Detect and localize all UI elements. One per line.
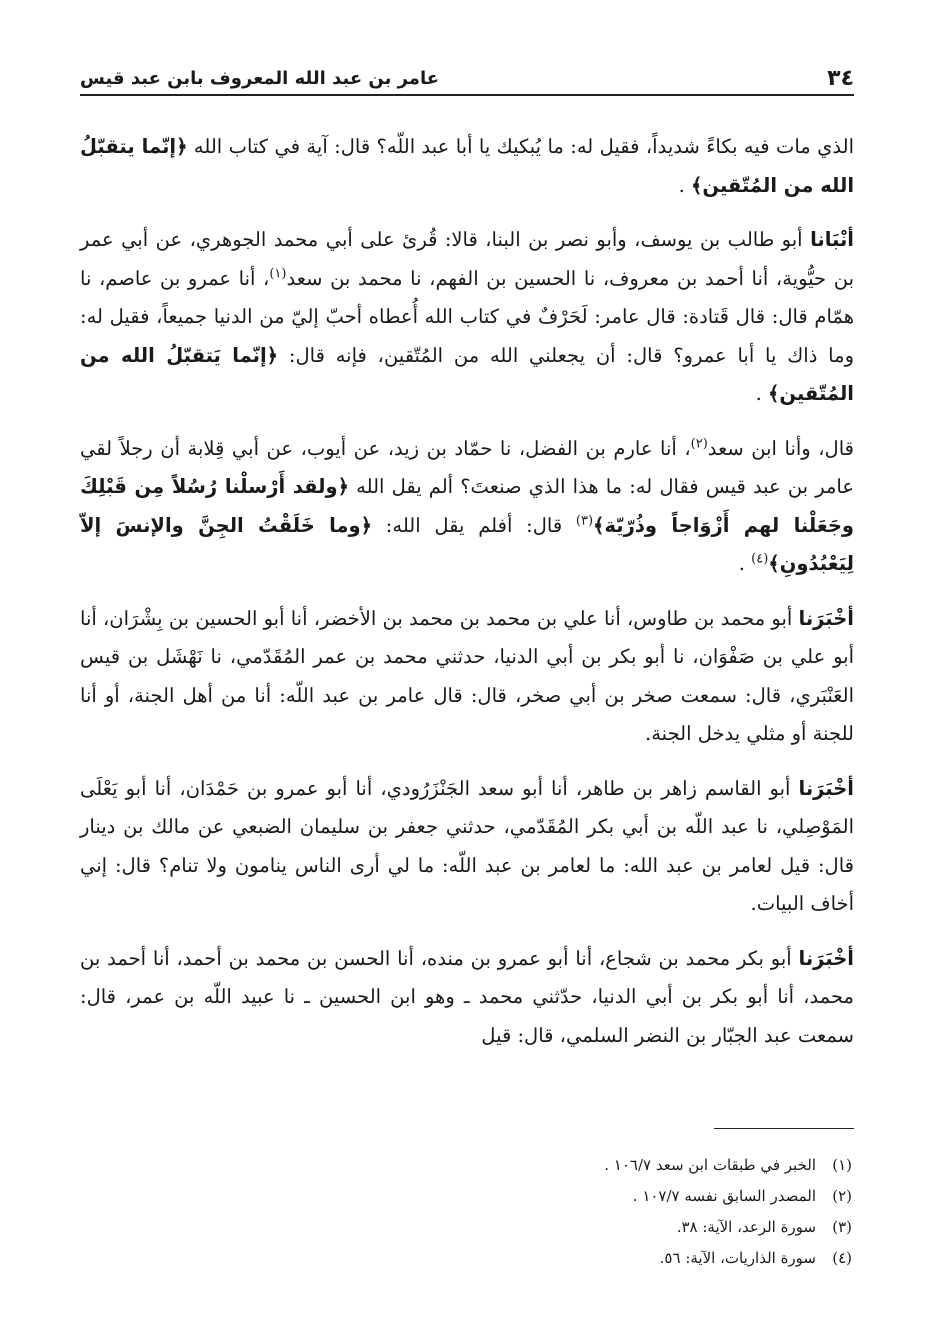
footnote-reference: (٤) [751,551,769,567]
footnote [80,1181,852,1212]
paragraph-text: قال: أفلم يقل الله: [372,513,576,537]
paragraph-text: قال، وأنا ابن سعد [707,436,854,460]
footnote-reference: (١) [269,266,287,281]
quran-quote: ﴿وما خَلَقْتُ الجِنَّ والإنسَ إلاّ لِيَعْبُدُونِ﴾ [80,513,854,575]
footnote-reference: (٣) [575,513,594,528]
footnote-text: سورة الرعد، الآية: ٣٨. [676,1218,816,1236]
paragraph [80,221,854,414]
footnote-text: الخبر في طبقات ابن سعد ١٠٦/٧ . [604,1156,816,1174]
quran-quote: ﴿ولقد أَرْسلْنا رُسُلاً مِن قَبْلِكَ وجَعَلْنا لهم أَزْوَاجاً وذُرّيّة﴾ [80,475,855,537]
page-number: ٣٤ [827,65,854,91]
paragraph-text: أبو بكر محمد بن شجاع، أنا أبو عمرو بن منده، أنا الحسن بن محمد بن أحمد، أنا أحمد بن محمد، أنا أبو بكر بن أبي الدنيا، حدّثني محمد ـ وهو ابن الحسين ـ نا عبيد اللّه بن عمر، قال: سمعت عبد الجبّار بن النضر السلمي، قال: قيل [80,946,854,1047]
isnad-lead-word: أخْبَرَنا [798,606,854,630]
paragraph-text: ، أنا عمرو بن عاصم، نا همّام قال: قال قَتادة: قال عامر: لَحَرْفٌ في كتاب الله أُعطاه أحبّ إليّ من الدنيا جميعاً، فقيل له: وما ذاك يا أبا عمرو؟ قال: أن يجعلني الله من المُتّقين، فإنه قال: [80,266,854,367]
paragraph-text: أبو محمد بن طاوس، أنا علي بن محمد بن محمد بن الأخضر، أنا أبو الحسين بن بِشْرَان، أنا أبو علي بن صَفْوَان، نا أبو بكر بن أبي الدنيا، حدثني محمد بن عمر المُقَدّمي، نا نَهْشَل بن قيس العَنْبَري، قال: سمعت صخر بن أبي صخر، قال: قال عامر بن عبد اللّه: أنا من أهل الجنة، أو أنا للجنة أو مثلي يدخل الجنة. [80,606,854,745]
paragraph-text: أبو القاسم زاهر بن طاهر، أنا أبو سعد الجَنْزَرُودي، أنا أبو عمرو بن حَمْدَان، أنا أبو يَعْلَى المَوْصِلي، نا عبد اللّه بن أبي بكر المُقَدّمي، حدثني جعفر بن سليمان الضبعي عن مالك بن دينار قال: قيل لعامر بن عبد الله: ما لعامر بن عبد اللّه: ما لي أرى الناس ينامون ولا تنام؟ قال: إني أخاف البيات. [80,776,854,915]
footnote-divider [714,1128,854,1129]
footnote-text: سورة الذاريات، الآية: ٥٦. [659,1249,816,1267]
isnad-lead-word: أنْبَانا [810,228,854,251]
paragraph [80,770,854,924]
paragraph [80,940,854,1056]
footnote-number: (٤) [832,1249,852,1267]
paragraph-text: . [678,173,691,197]
main-text [80,128,854,1071]
running-header [80,62,854,96]
footnote [80,1150,852,1181]
paragraph-text: ، أنا عارم بن الفضل، نا حمّاد بن زيد، عن أيوب، عن أبي قِلابة أن رجلاً لقي عامر بن عبد قيس فقال له: ما هذا الذي صنعتَ؟ ألم يقل الله [80,436,854,498]
paragraph-text: الذي مات فيه بكاءً شديداً، فقيل له: ما يُبكيك يا أبا عبد اللّه؟ قال: آية في كتاب الله [187,135,854,158]
footnotes-list [80,1150,852,1274]
paragraph [80,128,854,205]
footnote-reference: (٢) [690,436,708,451]
paragraph-text: . [755,382,768,405]
running-title: عامر بن عبد الله المعروف بابن عبد قيس [80,67,439,89]
footnote [80,1212,852,1243]
footnote-text: المصدر السابق نفسه ١٠٧/٧ . [632,1187,816,1205]
paragraph-text: . [738,552,752,575]
footnote-number: (٣) [832,1218,852,1236]
paragraph [80,430,854,584]
paragraph [80,600,854,754]
quran-quote: ﴿إنّما يتقبّلُ الله من المُتّقين﴾ [80,135,854,197]
paragraph-text: أبو طالب بن يوسف، وأبو نصر بن البنا، قالا: قُرئ على أبي محمد الجوهري، عن أبي عمر بن حيُّوية، أنا أحمد بن معروف، نا الحسين بن الفهم، نا محمد بن سعد [80,228,854,290]
footnote [80,1243,852,1274]
footnote-number: (١) [832,1156,852,1174]
quran-quote: ﴿إنّما يَتقبّلُ الله من المُتّقين﴾ [80,343,854,405]
isnad-lead-word: أخْبَرَنا [798,776,854,800]
footnote-number: (٢) [832,1187,852,1205]
isnad-lead-word: أخْبَرَنا [798,946,854,970]
